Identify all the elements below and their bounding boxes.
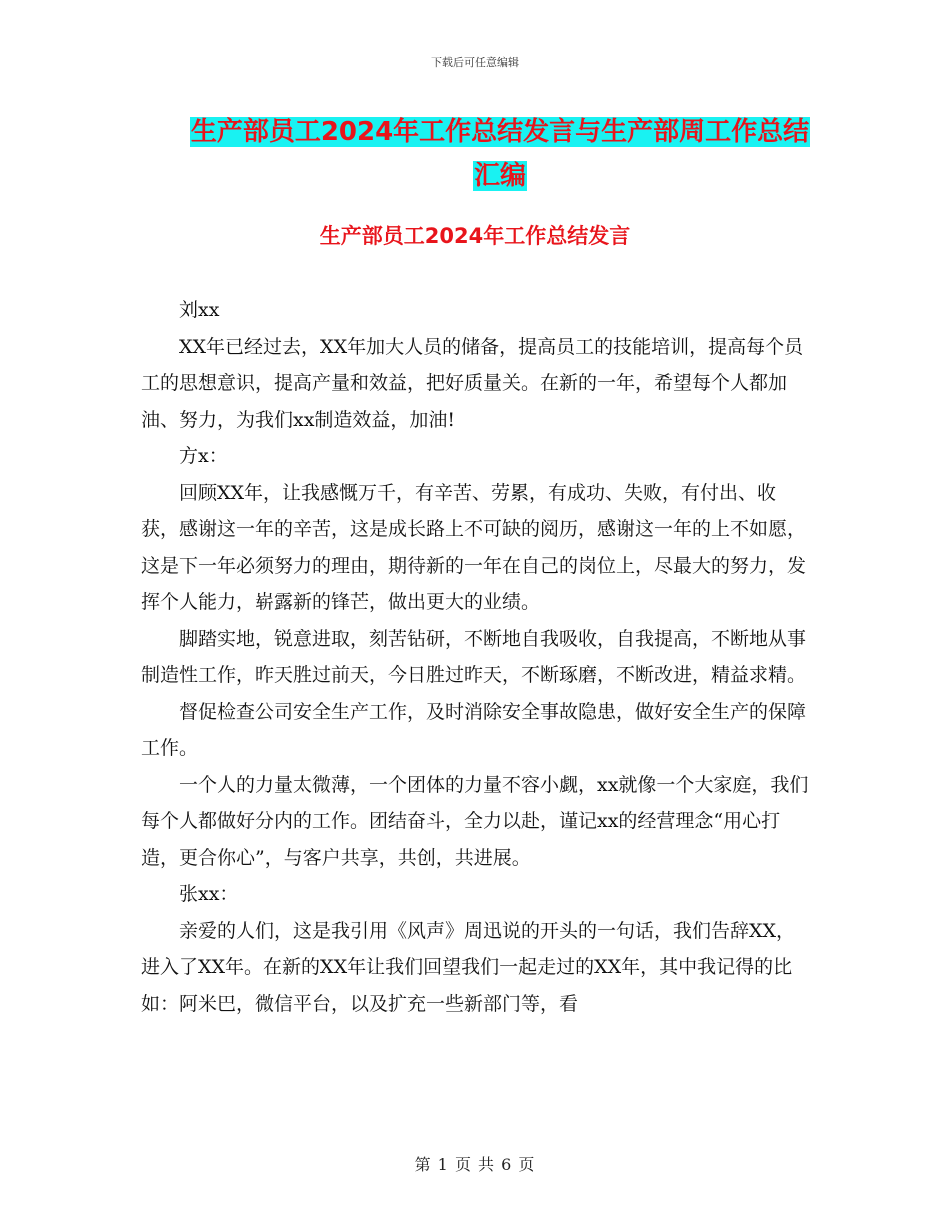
paragraph: 督促检查公司安全生产工作，及时消除安全事故隐患，做好安全生产的保障工作。 [141, 700, 807, 759]
header-note: 下载后可任意编辑 [431, 56, 519, 69]
speaker-name-zhang: 张xx： [179, 883, 239, 905]
page-number: 第 1 页 共 6 页 [414, 1155, 536, 1174]
document-title-line1: 生产部员工2024年工作总结发言与生产部周工作总结 [190, 117, 810, 147]
document-body [141, 292, 811, 1022]
document-title-line2: 汇编 [473, 161, 526, 191]
paragraph: XX年已经过去，XX年加大人员的储备，提高员工的技能培训，提高每个员工的思想意识，提高产量和效益，把好质量关。在新的一年，希望每个人都加油、努力，为我们xx制造效益，加油! [141, 335, 804, 431]
paragraph: 脚踏实地，锐意进取，刻苦钻研，不断地自我吸收，自我提高，不断地从事制造性工作，昨天胜过前天，今日胜过昨天，不断琢磨，不断改进，精益求精。 [141, 627, 807, 686]
document-title [140, 110, 860, 198]
section-title: 生产部员工2024年工作总结发言 [319, 224, 631, 248]
paragraph: 一个人的力量太微薄，一个团体的力量不容小觑，xx就像一个大家庭，我们每个人都做好分内的工作。团结奋斗，全力以赴，谨记xx的经营理念“用心打造，更合你心”，与客户共享，共创，共进展。 [141, 773, 809, 869]
speaker-name-fang: 方x： [179, 445, 228, 467]
speaker-name-liu: 刘xx [179, 299, 220, 321]
paragraph: 亲爱的人们，这是我引用《风声》周迅说的开头的一句话，我们告辞XX，进入了XX年。在新的XX年让我们回望我们一起走过的XX年，其中我记得的比如：阿米巴，微信平台，以及扩充一些新部门等，看 [141, 919, 796, 1015]
paragraph: 回顾XX年，让我感慨万千，有辛苦、劳累，有成功、失败，有付出、收获，感谢这一年的辛苦，这是成长路上不可缺的阅历，感谢这一年的上不如愿，这是下一年必须努力的理由，期待新的一年在自己的岗位上，尽最大的努力，发挥个人能力，崭露新的锋芒，做出更大的业绩。 [141, 481, 807, 613]
